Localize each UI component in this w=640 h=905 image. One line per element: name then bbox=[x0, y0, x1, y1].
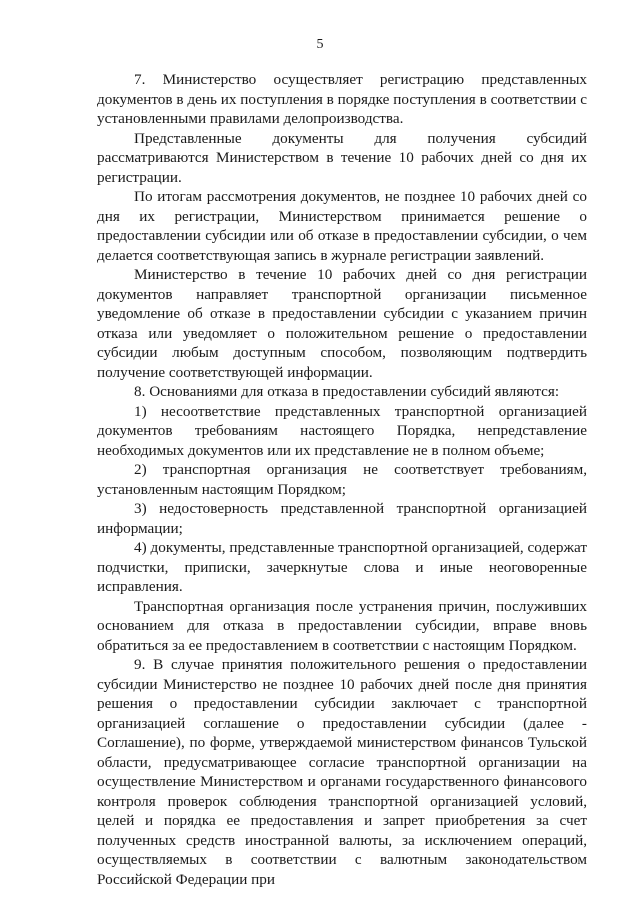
document-body bbox=[97, 70, 587, 889]
page-number: 5 bbox=[316, 37, 324, 52]
paragraph-reapplication: Транспортная организация после устранения причин, послуживших основанием для отказа в предоставлении субсидии, вправе вновь обратиться за ее предоставлением в соответствии с настоящим Порядком. bbox=[97, 597, 587, 654]
paragraph-refusal-ground-2: 2) транспортная организация не соответствует требованиям, установленным настоящим Порядком; bbox=[97, 461, 587, 498]
paragraph-decision: По итогам рассмотрения документов, не позднее 10 рабочих дней со дня их регистрации, Министерством принимается решение о предоставлении субсидии или об отказе в предоставлении субсидии, о чем делается соответствующая запись в журнале регистрации заявлений. bbox=[97, 188, 587, 264]
paragraph-review-period: Представленные документы для получения субсидий рассматриваются Министерством в течение 10 рабочих дней со дня их регистрации. bbox=[97, 129, 587, 186]
paragraph-refusal-ground-1: 1) несоответствие представленных транспортной организацией документов требованиям настоящего Порядка, непредставление необходимых документов или их представление не в полном объеме; bbox=[97, 402, 587, 459]
paragraph-item-8-refusal-grounds: 8. Основаниями для отказа в предоставлении субсидий являются: bbox=[134, 383, 560, 400]
paragraph-item-7-registration: 7. Министерство осуществляет регистрацию представленных документов в день их поступления в порядке поступления в соответствии с установленными правилами делопроизводства. bbox=[97, 71, 587, 127]
paragraph-refusal-ground-3: 3) недостоверность представленной транспортной организацией информации; bbox=[97, 500, 587, 537]
paragraph-item-9-agreement: 9. В случае принятия положительного решения о предоставлении субсидии Министерство не позднее 10 рабочих дней после дня принятия решения о предоставлении субсидии заключает с транспортной организацией соглашение о предоставлении субсидии (далее - Соглашение), по форме, утверждаемой министерством финансов Тульской области, предусматривающее согласие транспортной организации на осуществление Министерством и органами государственного финансового контроля проверок соблюдения транспортной организацией условий, целей и порядка ее предоставления и запрет приобретения за счет полученных средств иностранной валюты, за исключением операций, осуществляемых в соответствии с валютным законодательством Российской Федерации при bbox=[97, 656, 587, 888]
paragraph-refusal-ground-4: 4) документы, представленные транспортной организацией, содержат подчистки, приписки, зачеркнутые слова и иные неоговоренные исправления. bbox=[97, 539, 587, 595]
paragraph-notification: Министерство в течение 10 рабочих дней со дня регистрации документов направляет транспортной организации письменное уведомление об отказе в предоставлении субсидии с указанием причин отказа или уведомляет о положительном решение о предоставлении субсидии любым доступным способом, позволяющим подтвердить получение соответствующей информации. bbox=[97, 266, 587, 381]
